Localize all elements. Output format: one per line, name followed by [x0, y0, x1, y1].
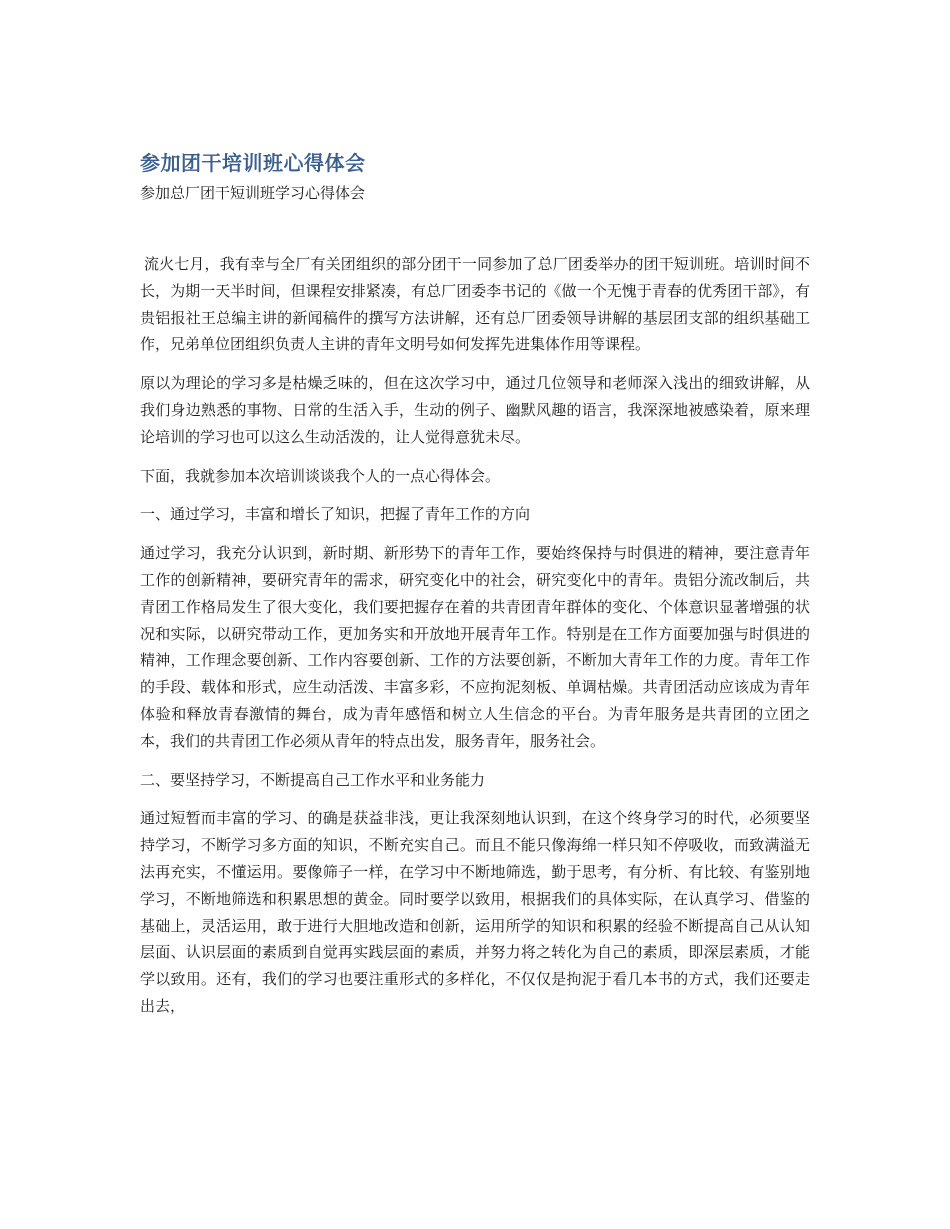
document-subtitle: 参加总厂团干短训班学习心得体会 [140, 184, 366, 202]
paragraph-section-1: 通过学习，我充分认识到，新时期、新形势下的青年工作，要始终保持与时俱进的精神，要注意青年工作的创新精神，要研究青年的需求，研究变化中的社会，研究变化中的青年。贵铝分流改制后，共青团工作格局发生了很大变化，我们要把握存在着的共青团青年群体的变化、个体意识显著增强的状况和实际，以研究带动工作，更加务实和开放地开展青年工作。特别是在工作方面要加强与时俱进的精神，工作理念要创新、工作内容要创新、工作的方法要创新，不断加大青年工作的力度。青年工作的手段、载体和形式，应生动活泼、丰富多彩，不应拘泥刻板、单调枯燥。共青团活动应该成为青年体验和释放青春激情的舞台，成为青年感悟和树立人生信念的平台。为青年服务是共青团的立团之本，我们的共青团工作必须从青年的特点出发，服务青年，服务社会。 [140, 544, 810, 750]
section-heading-1: 一、通过学习，丰富和增长了知识，把握了青年工作的方向 [140, 505, 531, 524]
document-body [140, 251, 810, 1020]
section-heading-2: 二、要坚持学习，不断提高自己工作水平和业务能力 [140, 770, 486, 789]
document-title: 参加团干培训班心得体会 [140, 151, 366, 175]
paragraph-transition: 下面，我就参加本次培训谈谈我个人的一点心得体会。 [140, 466, 501, 485]
paragraph-impression: 原以为理论的学习多是枯燥乏味的，但在这次学习中，通过几位领导和老师深入浅出的细致讲解，从我们身边熟悉的事物、日常的生活入手，生动的例子、幽默风趣的语言，我深深地被感染着，原来理论培训的学习也可以这么生动活泼的，让人觉得意犹未尽。 [140, 374, 810, 446]
paragraph-section-2: 通过短暂而丰富的学习、的确是获益非浅，更让我深刻地认识到，在这个终身学习的时代，必须要坚持学习，不断学习多方面的知识，不断充实自己。而且不能只像海绵一样只知不停吸收，而致满溢无法再充实，不懂运用。要像筛子一样，在学习中不断地筛选，勤于思考，有分析、有比较、有鉴别地学习，不断地筛选和积累思想的黄金。同时要学以致用，根据我们的具体实际，在认真学习、借鉴的基础上，灵活运用，敢于进行大胆地改造和创新，运用所学的知识和积累的经验不断提高自己从认知层面、认识层面的素质到自觉再实践层面的素质，并努力将之转化为自己的素质，即深层素质，才能学以致用。还有，我们的学习也要注重形式的多样化，不仅仅是拘泥于看几本书的方式，我们还要走出去， [140, 809, 810, 1015]
document-content [140, 148, 810, 1032]
paragraph-intro: 流火七月，我有幸与全厂有关团组织的部分团干一同参加了总厂团委举办的团干短训班。培训时间不长，为期一天半时间，但课程安排紧凑，有总厂团委李书记的《做一个无愧于青春的优秀团干部》，有贵铝报社王总编主讲的新闻稿件的撰写方法讲解，还有总厂团委领导讲解的基层团支部的组织基础工作，兄弟单位团组织负责人主讲的青年文明号如何发挥先进集体作用等课程。 [140, 255, 810, 354]
